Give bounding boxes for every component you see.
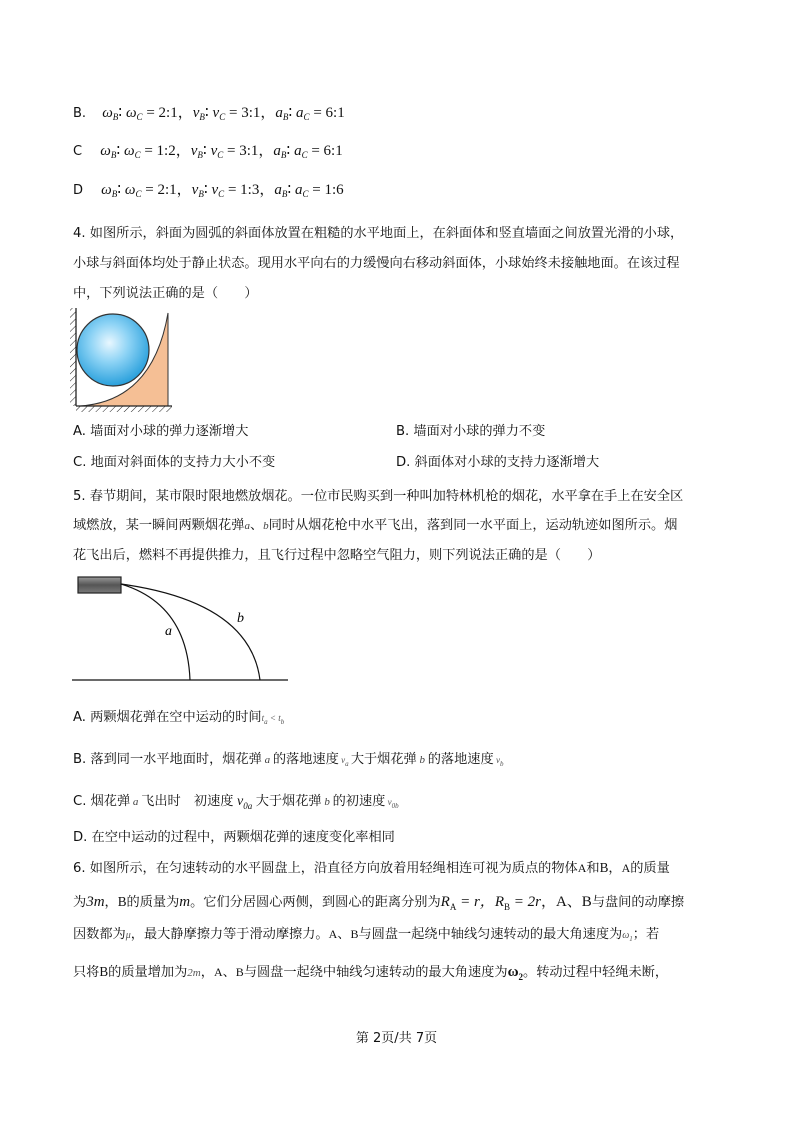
trajectory-a: [121, 584, 190, 680]
q3-option-d: D $\omega_B∶$ $\omega_C$ = 2:1，$v_B∶$ $v_C$ = 1:3，$a_B∶$ $a_C$ = 1:6: [73, 182, 344, 199]
q5-stem-line2: 域燃放，某一瞬间两颗烟花弹a、b同时从烟花枪中水平飞出，落到同一水平面上，运动轨迹如图所示。烟: [73, 518, 678, 533]
q4-option-c: C. 地面对斜面体的支持力大小不变: [73, 455, 276, 470]
q4-option-b: B. 墙面对小球的弹力不变: [396, 424, 546, 439]
q3-option-b: B. $\omega_B∶$ $\omega_C$ = 2:1，$v_B∶$ $v_C$ = 3:1，$a_B∶$ $a_C$ = 6:1: [73, 105, 345, 122]
q4-stem-line2: 小球与斜面体均处于静止状态。现用水平向右的力缓慢向右移动斜面体，小球始终未接触地面。在该过程: [73, 256, 680, 271]
ground-hatch: [76, 406, 172, 412]
q5-stem-line1: 5. 春节期间，某市限时限地燃放烟花。一位市民购买到一种叫加特林机枪的烟花，水平拿在手上在安全区: [73, 489, 684, 504]
trajectory-b: [121, 584, 260, 680]
q6-stem-line1: 6. 如图所示，在匀速转动的水平圆盘上，沿直径方向放着用轻绳相连可视为质点的物体A和B，A的质量: [73, 860, 670, 876]
q4-option-d: D. 斜面体对小球的支持力逐渐增大: [396, 455, 600, 470]
q4-option-a: A. 墙面对小球的弹力逐渐增大: [73, 424, 249, 439]
q5-option-b: B. 落到同一水平地面时，烟花弹 a 的落地速度 $v_a$ 大于烟花弹 b 的落地速度 $v_b$: [73, 752, 504, 768]
q6-stem-line3: 因数都为μ，最大静摩擦力等于滑动摩擦力。A、B与圆盘一起绕中轴线匀速转动的最大角速度为$\omega_1$；若: [73, 927, 660, 943]
q6-stem-line2: 为3m，B的质量为m。它们分居圆心两侧，到圆心的距离分别为$R_A = r$，$R_B = 2r$，A、B与盘间的动摩擦: [73, 894, 685, 912]
q3-option-c: C $\omega_B∶$ $\omega_C$ = 1:2，$v_B∶$ $v_C$ = 3:1，$a_B∶$ $a_C$ = 6:1: [73, 143, 343, 160]
q4-stem-line1: 4. 如图所示，斜面为圆弧的斜面体放置在粗糙的水平地面上，在斜面体和竖直墙面之间放置光滑的小球，: [73, 226, 684, 241]
ball: [77, 314, 149, 386]
trajectory-a-label: a: [165, 624, 172, 639]
page-footer: 第 2页/共 7页: [355, 1031, 438, 1046]
q5-stem-line3: 花飞出后，燃料不再提供推力，且飞行过程中忽略空气阻力，则下列说法正确的是（ ）: [73, 548, 601, 563]
trajectory-b-label: b: [237, 611, 244, 626]
q5-option-c: C. 烟花弹 a 飞出时 初速度 $v_{0a}$ 大于烟花弹 b 的初速度 $v_{0b}$: [73, 794, 399, 811]
q5-option-a: A. 两颗烟花弹在空中运动的时间$t_a < t_b$: [73, 710, 285, 726]
firework-gun: [78, 577, 121, 593]
q5-option-d: D. 在空中运动的过程中，两颗烟花弹的速度变化率相同: [73, 830, 395, 845]
q4-figure: [68, 305, 178, 413]
q6-stem-line4: 只将B的质量增加为2m，A、B与圆盘一起绕中轴线匀速转动的最大角速度为$\omega_2$。转动过程中轻绳未断，: [73, 964, 669, 982]
wall-hatch: [70, 308, 76, 406]
q5-figure: [72, 574, 292, 686]
q4-stem-line3: 中，下列说法正确的是（ ）: [73, 286, 258, 301]
